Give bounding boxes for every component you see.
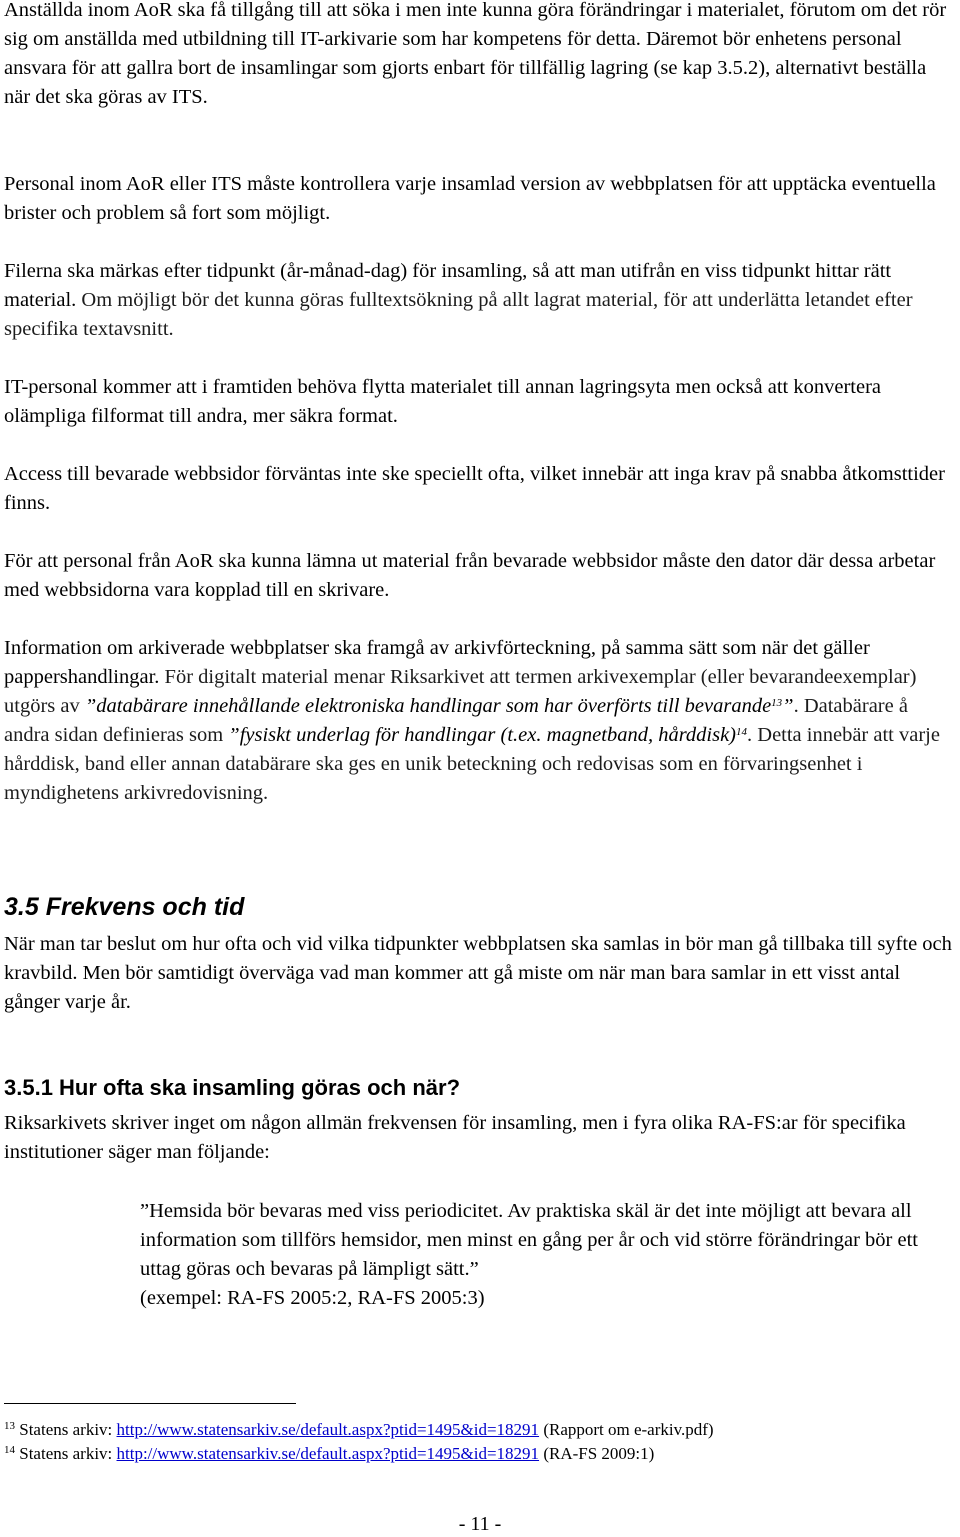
footnote-suffix: (RA-FS 2009:1) — [539, 1444, 655, 1463]
paragraph-access-rights: Anställda inom AoR ska få tillgång till att söka i men inte kunna göra förändringar i materialet, förutom om det rör sig om anställda med utbildning till IT-arkivarie som har kompetens för detta. Däremot bör enhetens personal ansvara för att gallra bort de insamlingar som gjorts enbart för tillfällig lagring (se kap 3.5.2), alternativt beställa när det ska göras av ITS. — [4, 0, 947, 108]
fulltext-search-text: Om möjligt bör det kunna göras fulltextsökning på allt lagrat material, för att underlätta letandet efter specifika textavsnitt. — [4, 289, 913, 340]
footnote-number: 14 — [4, 1444, 15, 1456]
paragraph-archive-listing — [4, 634, 956, 808]
paragraph-access-frequency: Access till bevarade webbsidor förväntas inte ske speciellt ofta, vilket innebär att inga krav på snabba åtkomsttider finns. — [4, 463, 945, 514]
quote-text: ”Hemsida bör bevaras med viss periodicitet. Av praktiska skäl är det inte möjligt att bevara all information som tillförs hemsidor, men minst en gång per år och vid större förändringar bör ett uttag göras och bevaras på lämpligt sätt.” — [140, 1200, 918, 1280]
archive-listing-text: Information om arkiverade webbplatser ska framgå av arkivförteckning, på samma sätt som när det gäller pappershandlingar. — [4, 637, 870, 688]
footnote-suffix: (Rapport om e-arkiv.pdf) — [539, 1420, 714, 1439]
paragraph-it-migration: IT-personal kommer att i framtiden behöva flytta materialet till annan lagringsyta men också att konvertera olämpliga filformat till andra, mer säkra format. — [4, 376, 882, 427]
footnote-separator — [4, 1403, 296, 1404]
data-carrier-text: . Databärare å andra sidan definieras som — [4, 695, 908, 746]
footnote-link[interactable]: http://www.statensarkiv.se/default.aspx?ptid=1495&id=18291 — [116, 1444, 540, 1463]
paragraph-file-marking — [4, 257, 956, 344]
archive-copy-text: För digitalt material menar Riksarkivet att termen arkivexemplar (eller bevarandeexemplar) utgörs av — [4, 666, 917, 717]
footnote-number: 13 — [4, 1420, 15, 1432]
quote-mark: ” — [782, 695, 794, 717]
footnote-prefix: Statens arkiv: — [15, 1420, 117, 1439]
quote-reference: (exempel: RA-FS 2005:2, RA-FS 2005:3) — [140, 1287, 485, 1309]
file-marking-text: Filerna ska märkas efter tidpunkt (år-månad-dag) för insamling, så att man utifrån en viss tidpunkt hittar rätt material. — [4, 260, 892, 311]
footnote-14 — [4, 1443, 654, 1465]
block-quote — [140, 1197, 960, 1313]
footnote-13 — [4, 1419, 714, 1441]
heading-3-5-1: 3.5.1 Hur ofta ska insamling göras och när? — [4, 1075, 461, 1100]
page-number: - 11 - — [458, 1513, 502, 1535]
footnote-prefix: Statens arkiv: — [15, 1444, 117, 1463]
data-carrier-conclusion: . Detta innebär att varje hårddisk, band eller annan databärare ska ges en unik beteckning och redovisas som en förvaringsenhet i myndighetens arkivredovisning. — [4, 724, 940, 804]
paragraph-printer: För att personal från AoR ska kunna lämna ut material från bevarade webbsidor måste den dator där dessa arbetar med webbsidorna vara kopplad till en skrivare. — [4, 550, 936, 601]
footnote-link[interactable]: http://www.statensarkiv.se/default.aspx?ptid=1495&id=18291 — [116, 1420, 540, 1439]
paragraph-quality-control: Personal inom AoR eller ITS måste kontrollera varje insamlad version av webbplatsen för att upptäcka eventuella brister och problem så fort som möjligt. — [4, 173, 936, 224]
footnote-ref-14[interactable]: 14 — [736, 726, 748, 738]
heading-3-5: 3.5 Frekvens och tid — [4, 893, 245, 921]
data-carrier-definition: ”fysiskt underlag för handlingar (t.ex. magnetband, hårddisk) — [228, 724, 737, 746]
paragraph-riksarkivet: Riksarkivets skriver inget om någon allmän frekvensen för insamling, men i fyra olika RA-FS:ar för specifika institutioner säger man följande: — [4, 1112, 906, 1163]
archive-copy-definition: ”databärare innehållande elektroniska handlingar som har överförts till bevarande — [84, 695, 772, 717]
footnote-ref-13[interactable]: 13 — [771, 697, 783, 709]
paragraph-frequency-decision: När man tar beslut om hur ofta och vid vilka tidpunkter webbplatsen ska samlas in bör man gå tillbaka till syfte och kravbild. Men bör samtidigt överväga vad man kommer att gå miste om när man bara samlar in ett visst antal gånger varje år. — [4, 933, 952, 1013]
